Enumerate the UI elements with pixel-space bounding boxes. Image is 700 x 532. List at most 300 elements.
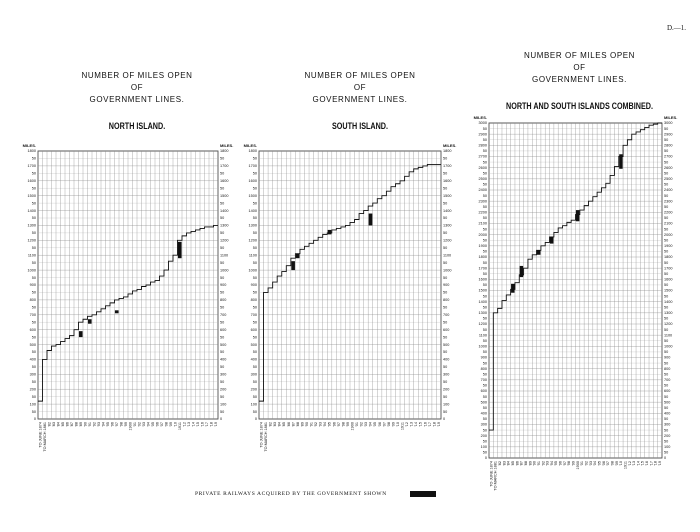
y-tick-label: 1300	[443, 223, 452, 228]
y-tick-label: 400	[29, 357, 36, 362]
x-tick-label: '92	[314, 422, 319, 427]
y-tick-label: 1000	[248, 268, 257, 273]
y-tick-label: 50	[482, 294, 487, 299]
x-tick-label: '93	[545, 461, 550, 466]
y-tick-label: 1100	[443, 253, 452, 258]
y-tick-label: 50	[31, 245, 36, 250]
acquired-block	[88, 319, 92, 323]
x-tick-label: '14	[636, 461, 641, 466]
acquired-block	[550, 237, 553, 244]
y-tick-label: 50	[31, 409, 36, 414]
y-tick-label: 300	[443, 372, 450, 377]
y-tick-label: 50	[482, 283, 487, 288]
y-tick-label: 1000	[478, 344, 487, 349]
y-tick-label: 2100	[478, 221, 487, 226]
y-tick-label: 50	[664, 193, 669, 198]
y-tick-label: 50	[220, 216, 225, 221]
y-tick-label: 1700	[220, 164, 229, 169]
y-tick-label: 50	[31, 186, 36, 191]
y-tick-label: 50	[482, 405, 487, 410]
y-tick-label: 0	[443, 417, 446, 422]
x-tick-label: '04	[368, 422, 373, 427]
x-tick-label: '84	[56, 422, 61, 427]
y-tick-label: 50	[664, 405, 669, 410]
acquired-block	[291, 261, 295, 270]
y-tick-label: 1600	[664, 277, 673, 282]
y-tick-label: 50	[482, 271, 487, 276]
y-tick-label: 600	[443, 327, 450, 332]
x-tick-label: '86	[286, 422, 291, 427]
y-tick-label: 1500	[478, 288, 487, 293]
y-tick-label: 1200	[220, 238, 229, 243]
x-tick-label: '02	[137, 422, 142, 427]
acquired-block	[178, 242, 182, 258]
y-tick-label: 50	[664, 305, 669, 310]
y-tick-label: 50	[482, 238, 487, 243]
y-tick-label: 1800	[664, 255, 673, 260]
y-tick-label: 50	[252, 350, 257, 355]
y-tick-label: 1400	[664, 299, 673, 304]
x-tick-label: '09	[391, 422, 396, 427]
x-tick-label: '18	[653, 461, 658, 466]
y-tick-label: 50	[443, 365, 448, 370]
y-tick-label: 100	[250, 402, 257, 407]
y-tick-label: 50	[443, 260, 448, 265]
x-tick-label: '14	[414, 422, 419, 427]
x-tick-label: '95	[327, 422, 332, 427]
y-tick-label: 2200	[664, 210, 673, 215]
y-tick-label: 50	[664, 350, 669, 355]
y-tick-label: 700	[250, 312, 257, 317]
y-tick-label: 50	[482, 182, 487, 187]
y-tick-label: 50	[482, 394, 487, 399]
y-tick-label: 400	[443, 357, 450, 362]
y-tick-label: 1100	[248, 253, 257, 258]
y-tick-label: 100	[29, 402, 36, 407]
chart-title-line-2: OF	[130, 83, 144, 92]
y-tick-label: 600	[480, 389, 487, 394]
x-tick-label: 1900	[128, 422, 133, 431]
x-tick-label: '87	[519, 461, 524, 466]
y-tick-label: 50	[443, 305, 448, 310]
y-tick-label: 300	[220, 372, 227, 377]
x-tick-label: 1900	[575, 461, 580, 470]
y-tick-label: 1700	[664, 266, 673, 271]
y-tick-label: 400	[480, 411, 487, 416]
x-tick-label: TO MARCH 1881	[493, 461, 498, 491]
x-tick-label: '08	[164, 422, 169, 427]
y-tick-label: 1000	[443, 268, 452, 273]
y-tick-label: 50	[482, 249, 487, 254]
y-tick-label: 900	[29, 283, 36, 288]
y-tick-label: 50	[664, 126, 669, 131]
x-tick-label: '02	[359, 422, 364, 427]
y-tick-label: 1500	[664, 288, 673, 293]
y-tick-label: 50	[482, 204, 487, 209]
x-tick-label: '90	[83, 422, 88, 427]
y-tick-label: 50	[220, 186, 225, 191]
x-tick-label: '96	[332, 422, 337, 427]
page-reference: D.—1.	[666, 24, 686, 32]
y-tick-label: 50	[31, 350, 36, 355]
y-tick-label: 50	[220, 409, 225, 414]
y-tick-label: 50	[664, 361, 669, 366]
x-tick-label: 1911	[400, 422, 405, 431]
y-tick-label: 1500	[27, 193, 36, 198]
x-tick-label: '18	[432, 422, 437, 427]
y-tick-label: 50	[252, 186, 257, 191]
y-tick-label: 2500	[664, 177, 673, 182]
y-tick-label: 50	[482, 439, 487, 444]
y-tick-label: 50	[443, 171, 448, 176]
y-tick-label: 0	[220, 417, 223, 422]
y-tick-label: 50	[252, 409, 257, 414]
y-tick-label: 50	[252, 201, 257, 206]
y-tick-label: 50	[220, 201, 225, 206]
y-tick-label: 1700	[443, 164, 452, 169]
y-tick-label: 1900	[664, 244, 673, 249]
y-tick-label: 300	[29, 372, 36, 377]
y-tick-label: 1200	[27, 238, 36, 243]
y-tick-label: 1400	[478, 299, 487, 304]
chart-panel-south-island	[245, 70, 475, 470]
x-tick-label: '87	[291, 422, 296, 427]
y-tick-label: 50	[31, 156, 36, 161]
x-tick-label: '82	[268, 422, 273, 427]
y-tick-label: 1000	[220, 268, 229, 273]
y-tick-label: 50	[482, 383, 487, 388]
x-tick-label: '88	[74, 422, 79, 427]
y-tick-label: 50	[252, 260, 257, 265]
y-tick-label: 50	[664, 316, 669, 321]
y-tick-label: 1300	[220, 223, 229, 228]
y-tick-label: 1400	[248, 208, 257, 213]
x-tick-label: '07	[606, 461, 611, 466]
x-tick-label: '99	[571, 461, 576, 466]
x-tick-label: '82	[47, 422, 52, 427]
y-tick-label: 100	[443, 402, 450, 407]
y-tick-label: 50	[664, 450, 669, 455]
y-tick-label: 1800	[478, 255, 487, 260]
y-tick-label: 50	[220, 379, 225, 384]
x-tick-label: '99	[345, 422, 350, 427]
y-tick-label: 2000	[664, 232, 673, 237]
y-tick-label: 50	[443, 290, 448, 295]
y-tick-label: 50	[664, 149, 669, 154]
y-tick-label: 50	[664, 216, 669, 221]
y-tick-label: 50	[31, 231, 36, 236]
y-tick-label: 50	[252, 156, 257, 161]
x-tick-label: '90	[304, 422, 309, 427]
x-tick-label: '10	[619, 461, 624, 466]
y-tick-label: 50	[482, 450, 487, 455]
x-tick-label: '15	[418, 422, 423, 427]
y-tick-label: 50	[252, 335, 257, 340]
x-tick-label: '97	[114, 422, 119, 427]
y-tick-label: 50	[482, 137, 487, 142]
y-tick-label: 50	[252, 379, 257, 384]
x-tick-label: '06	[377, 422, 382, 427]
y-tick-label: 50	[220, 245, 225, 250]
x-tick-label: '93	[96, 422, 101, 427]
y-tick-label: 50	[482, 260, 487, 265]
x-tick-label: '03	[588, 461, 593, 466]
y-tick-label: 1600	[478, 277, 487, 282]
x-tick-label: '01	[132, 422, 137, 427]
chart-title-line-2: OF	[353, 83, 367, 92]
x-tick-label: '06	[155, 422, 160, 427]
y-tick-label: 300	[250, 372, 257, 377]
y-tick-label: 2400	[664, 188, 673, 193]
y-tick-label: 1800	[220, 149, 229, 154]
x-tick-label: '01	[580, 461, 585, 466]
y-tick-label: 200	[664, 433, 671, 438]
y-tick-label: 50	[443, 350, 448, 355]
y-axis-label: MILES.	[473, 115, 487, 120]
chart-south-island	[245, 145, 475, 485]
x-tick-label: '96	[110, 422, 115, 427]
y-tick-label: 50	[443, 186, 448, 191]
y-tick-label: 900	[250, 283, 257, 288]
y-tick-label: 500	[250, 342, 257, 347]
y-axis-label: MILES.	[220, 143, 234, 148]
x-tick-label: '14	[191, 422, 196, 427]
y-tick-label: 1600	[443, 178, 452, 183]
y-tick-label: 50	[664, 439, 669, 444]
y-tick-label: 2700	[478, 154, 487, 159]
y-tick-label: 50	[664, 238, 669, 243]
y-tick-label: 700	[443, 312, 450, 317]
y-tick-label: 700	[664, 378, 671, 383]
y-tick-label: 2600	[478, 165, 487, 170]
y-tick-label: 50	[482, 428, 487, 433]
y-tick-label: 800	[220, 298, 227, 303]
y-tick-label: 50	[252, 394, 257, 399]
y-tick-label: 200	[480, 433, 487, 438]
y-tick-label: 50	[482, 361, 487, 366]
y-tick-label: 200	[29, 387, 36, 392]
acquired-block	[537, 250, 540, 254]
y-tick-label: 1200	[664, 322, 673, 327]
y-tick-label: 50	[664, 260, 669, 265]
x-tick-label: '88	[523, 461, 528, 466]
y-tick-label: 50	[482, 316, 487, 321]
y-tick-label: 1400	[443, 208, 452, 213]
y-tick-label: 50	[443, 335, 448, 340]
y-tick-label: 50	[252, 275, 257, 280]
chart-title-line-1: NUMBER OF MILES OPEN	[304, 71, 416, 80]
y-tick-label: 3000	[478, 121, 487, 126]
x-tick-label: '04	[146, 422, 151, 427]
x-tick-label: '85	[60, 422, 65, 427]
chart-panel-north-island	[22, 70, 252, 470]
y-tick-label: 900	[480, 355, 487, 360]
x-tick-label: '90	[532, 461, 537, 466]
x-tick-label: '08	[610, 461, 615, 466]
x-tick-label: '17	[427, 422, 432, 427]
x-tick-label: '87	[69, 422, 74, 427]
x-tick-label: '07	[382, 422, 387, 427]
y-tick-label: 500	[29, 342, 36, 347]
y-tick-label: 800	[443, 298, 450, 303]
x-tick-label: '05	[373, 422, 378, 427]
y-tick-label: 50	[664, 383, 669, 388]
acquired-block	[115, 310, 119, 313]
y-tick-label: 50	[443, 394, 448, 399]
y-tick-label: 50	[664, 182, 669, 187]
y-tick-label: 1600	[220, 178, 229, 183]
x-tick-label: '98	[341, 422, 346, 427]
y-tick-label: 50	[443, 245, 448, 250]
x-tick-label: '19	[213, 422, 218, 427]
y-tick-label: 50	[664, 204, 669, 209]
x-tick-label: TO MARCH 1881	[42, 422, 47, 452]
x-tick-label: '89	[300, 422, 305, 427]
y-tick-label: 50	[443, 379, 448, 384]
x-tick-label: '84	[277, 422, 282, 427]
chart-title-line-3: GOVERNMENT LINES.	[532, 75, 627, 84]
y-tick-label: 50	[31, 305, 36, 310]
y-tick-label: 1200	[248, 238, 257, 243]
x-tick-label: '09	[168, 422, 173, 427]
y-tick-label: 300	[480, 422, 487, 427]
x-tick-label: '09	[614, 461, 619, 466]
x-tick-label: 1911	[623, 461, 628, 470]
x-tick-label: '89	[78, 422, 83, 427]
y-tick-label: 50	[252, 305, 257, 310]
x-tick-label: '95	[554, 461, 559, 466]
y-tick-label: 2500	[478, 177, 487, 182]
x-tick-label: '94	[549, 461, 554, 466]
y-tick-label: 50	[664, 171, 669, 176]
y-tick-label: 50	[31, 260, 36, 265]
y-tick-label: 500	[664, 400, 671, 405]
y-axis-label: MILES.	[243, 143, 257, 148]
x-tick-label: '97	[562, 461, 567, 466]
x-tick-label: '05	[597, 461, 602, 466]
x-tick-label: '13	[186, 422, 191, 427]
x-tick-label: '83	[51, 422, 56, 427]
x-tick-label: '17	[204, 422, 209, 427]
y-tick-label: 2100	[664, 221, 673, 226]
y-tick-label: 50	[664, 160, 669, 165]
y-tick-label: 400	[250, 357, 257, 362]
x-tick-label: '13	[409, 422, 414, 427]
y-tick-label: 50	[31, 320, 36, 325]
x-tick-label: '86	[515, 461, 520, 466]
y-tick-label: 2000	[478, 232, 487, 237]
y-tick-label: 50	[482, 227, 487, 232]
y-tick-label: 1500	[248, 193, 257, 198]
y-tick-label: 600	[29, 327, 36, 332]
y-tick-label: 500	[443, 342, 450, 347]
y-tick-label: 600	[220, 327, 227, 332]
x-tick-label: '06	[601, 461, 606, 466]
y-tick-label: 50	[220, 156, 225, 161]
y-tick-label: 100	[220, 402, 227, 407]
y-tick-label: 200	[443, 387, 450, 392]
y-tick-label: 100	[664, 445, 671, 450]
legend-text: PRIVATE RAILWAYS ACQUIRED BY THE GOVERNMENT SHOWN	[195, 491, 387, 497]
acquired-block	[520, 266, 523, 277]
y-tick-label: 600	[664, 389, 671, 394]
x-tick-label: '12	[627, 461, 632, 466]
acquired-block	[576, 210, 579, 221]
y-tick-label: 800	[480, 366, 487, 371]
x-tick-label: '05	[150, 422, 155, 427]
y-tick-label: 50	[664, 394, 669, 399]
y-tick-label: 400	[220, 357, 227, 362]
y-tick-label: 50	[664, 417, 669, 422]
y-tick-label: 900	[220, 283, 227, 288]
y-tick-label: 50	[220, 350, 225, 355]
x-tick-label: '96	[558, 461, 563, 466]
y-tick-label: 2600	[664, 165, 673, 170]
y-tick-label: 50	[252, 231, 257, 236]
y-tick-label: 50	[443, 201, 448, 206]
x-tick-label: '19	[436, 422, 441, 427]
chart-north-island	[22, 145, 252, 485]
y-tick-label: 50	[220, 320, 225, 325]
y-tick-label: 1700	[478, 266, 487, 271]
x-tick-label: '10	[395, 422, 400, 427]
chart-subtitle: NORTH AND SOUTH ISLANDS COMBINED.	[506, 101, 653, 111]
y-tick-label: 50	[252, 171, 257, 176]
y-tick-label: 0	[33, 417, 36, 422]
y-tick-label: 1800	[248, 149, 257, 154]
x-tick-label: '83	[502, 461, 507, 466]
y-tick-label: 50	[252, 320, 257, 325]
y-axis-label: MILES.	[22, 143, 36, 148]
x-tick-label: TO JUNE 1874	[259, 422, 264, 448]
y-tick-label: 50	[443, 231, 448, 236]
y-tick-label: 1200	[478, 322, 487, 327]
legend-swatch-acquired	[410, 491, 436, 497]
y-tick-label: 1700	[27, 164, 36, 169]
x-tick-label: '95	[105, 422, 110, 427]
chart-combined	[462, 115, 697, 528]
x-tick-label: '99	[123, 422, 128, 427]
acquired-block	[511, 284, 514, 293]
chart-subtitle: NORTH ISLAND.	[108, 121, 166, 131]
y-tick-label: 50	[220, 171, 225, 176]
x-tick-label: '94	[323, 422, 328, 427]
x-tick-label: '94	[101, 422, 106, 427]
x-tick-label: '03	[364, 422, 369, 427]
y-tick-label: 700	[220, 312, 227, 317]
y-tick-label: 500	[480, 400, 487, 405]
chart-title-line-3: GOVERNMENT LINES.	[312, 95, 408, 104]
y-tick-label: 50	[664, 227, 669, 232]
x-tick-label: '15	[640, 461, 645, 466]
y-tick-label: 2200	[478, 210, 487, 215]
x-tick-label: 1900	[350, 422, 355, 431]
y-tick-label: 50	[220, 231, 225, 236]
y-tick-label: 1500	[443, 193, 452, 198]
y-tick-label: 600	[250, 327, 257, 332]
y-tick-label: 100	[480, 445, 487, 450]
y-tick-label: 50	[664, 294, 669, 299]
y-tick-label: 50	[252, 245, 257, 250]
y-tick-label: 1800	[443, 149, 452, 154]
y-axis-label: MILES.	[443, 143, 457, 148]
x-tick-label: '12	[182, 422, 187, 427]
y-tick-label: 50	[482, 327, 487, 332]
chart-title-line-3: GOVERNMENT LINES.	[89, 95, 185, 104]
x-tick-label: '93	[318, 422, 323, 427]
y-tick-label: 3000	[664, 121, 673, 126]
y-tick-label: 50	[664, 249, 669, 254]
